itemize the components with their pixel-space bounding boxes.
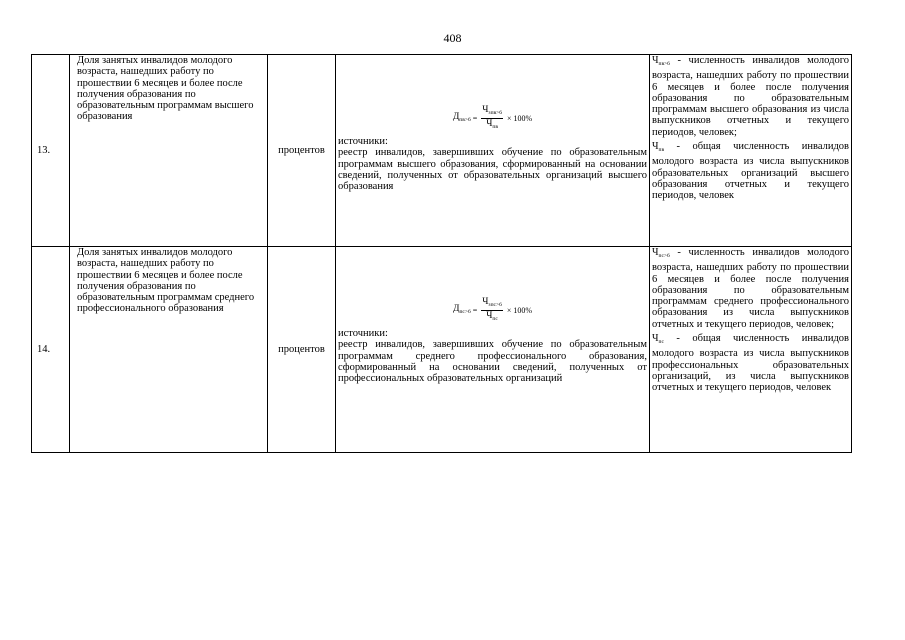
indicators-table <box>31 54 852 453</box>
variable-subscript: пв>6 <box>658 61 670 67</box>
formula-multiplier: × 100% <box>506 113 533 123</box>
table-row <box>32 55 852 247</box>
calculation-method <box>336 247 650 453</box>
variable-symbol: Ч <box>652 247 659 258</box>
formula-numerator: $Ч_{зпв>6}$ <box>481 105 503 119</box>
definition-text: - общая численность инвалидов молодого возраста из числа выпускников образовательных организаций высшего образования отчетных и текущего периодов, человек <box>652 141 849 202</box>
sources-text: реестр инвалидов, завершивших обучение по образовательным программам среднего профессионального образования, сформированный на основании сведений, полученных от профессиональных образовательных организаций <box>338 339 647 385</box>
unit-of-measure: процентов <box>268 55 336 247</box>
calculation-method <box>336 55 650 247</box>
formula-multiplier: × 100% <box>506 305 533 315</box>
formula-lhs: $Д_{пв>6}$ <box>452 111 471 123</box>
formula-numerator: $Ч_{зпс>6}$ <box>481 297 503 311</box>
formula <box>338 105 647 132</box>
definition-item <box>652 55 849 138</box>
definition-text: - общая численность инвалидов молодого возраста из числа выпускников профессиональных образовательных организаций, из числа выпускников отчетных и текущего периодов, человек <box>652 333 849 394</box>
variable-subscript: пс>6 <box>658 253 670 259</box>
formula-equals: = <box>472 305 478 315</box>
definition-item <box>652 141 849 201</box>
indicator-name: Доля занятых инвалидов молодого возраста, нашедших работу по прошествии 6 месяцев и более после получения образования по образовательным программам высшего образования <box>70 55 268 247</box>
page-number: 408 <box>443 31 462 45</box>
definition-item <box>652 333 849 393</box>
indicator-name: Доля занятых инвалидов молодого возраста, нашедших работу по прошествии 6 месяцев и более после получения образования по образовательным программам среднего профессионального образования <box>70 247 268 453</box>
sources-label: источники: <box>338 328 388 339</box>
formula-denominator: $Ч_{пс}$ <box>486 311 498 322</box>
formula-denominator: $Ч_{пв}$ <box>486 119 498 130</box>
formula-lhs: $Д_{пс>6}$ <box>452 303 471 315</box>
variable-definitions <box>650 247 852 453</box>
formula-fraction <box>481 297 503 324</box>
variable-symbol: Ч <box>652 141 659 153</box>
formula-fraction <box>481 105 503 132</box>
variable-subscript: пв <box>658 147 665 154</box>
row-number: 14. <box>32 247 70 453</box>
variable-definitions <box>650 55 852 247</box>
sources-text: реестр инвалидов, завершивших обучение по образовательным программам высшего образования, сформированный на основании сведений, полученных от образовательных организаций высшего образования <box>338 147 647 193</box>
row-number: 13. <box>32 55 70 247</box>
formula-equals: = <box>472 113 478 123</box>
definition-item <box>652 247 849 330</box>
variable-symbol: Ч <box>652 333 659 345</box>
formula <box>338 297 647 324</box>
definition-text: - численность инвалидов молодого возраста, нашедших работу по прошествии 6 месяцев и более после получения образования по образовательным программам высшего образования из числа выпускников отчетных и текущего периодов, человек; <box>652 55 849 138</box>
variable-symbol: Ч <box>652 55 659 66</box>
definition-text: - численность инвалидов молодого возраста, нашедших работу по прошествии 6 месяцев и более после получения образования по образовательным программам среднего профессионального образования из числа выпускников отчетных и текущего периодов, человек; <box>652 247 849 330</box>
sources-label: источники: <box>338 136 388 147</box>
variable-subscript: пс <box>658 339 664 346</box>
unit-of-measure: процентов <box>268 247 336 453</box>
table-row <box>32 247 852 453</box>
